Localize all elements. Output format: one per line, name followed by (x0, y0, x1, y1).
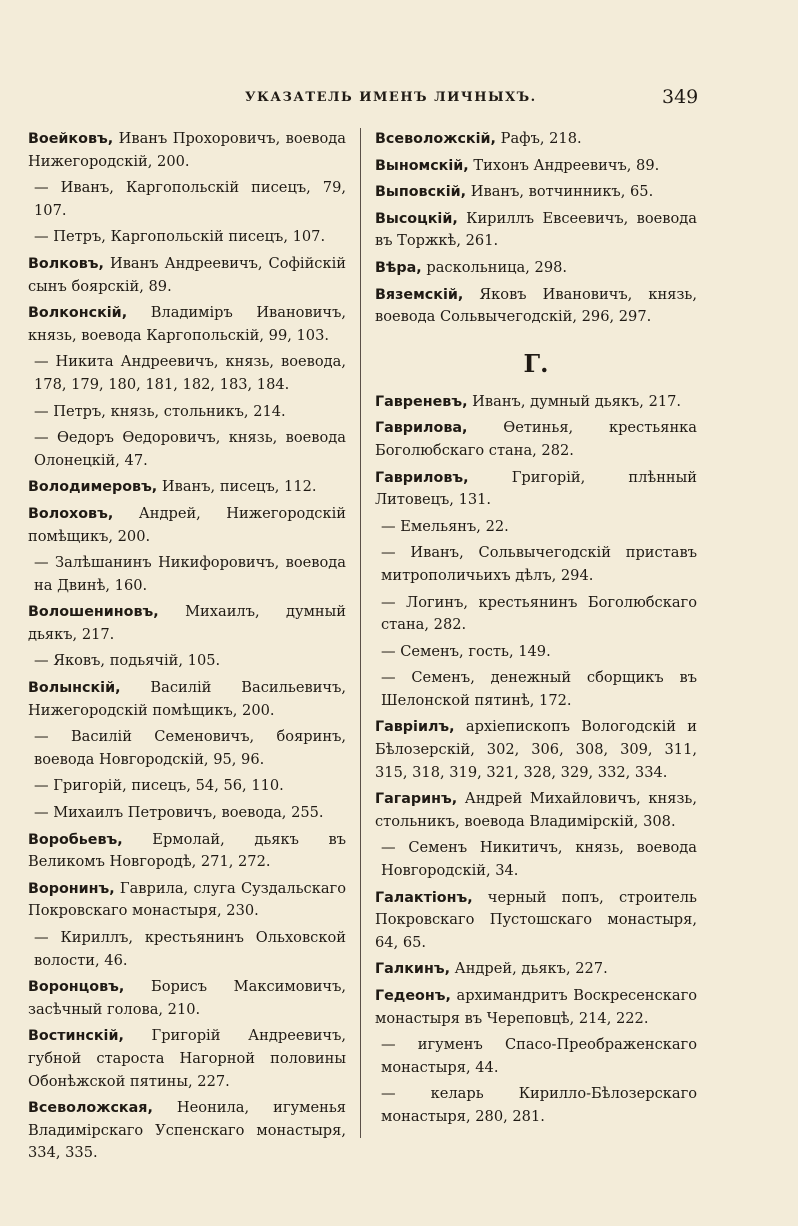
entry-text: — Иванъ, Каргопольскій писецъ, 79, 107. (34, 179, 346, 219)
index-entry (28, 878, 346, 923)
index-entry (381, 837, 697, 882)
entry-surname: Вяземскій, (375, 286, 464, 303)
entry-text: Иванъ, писецъ, 112. (157, 478, 317, 496)
entry-text: Неонила, игуменья Владимірскаго Успенскаго монастыря, 334, 335. (28, 1099, 346, 1162)
entry-surname: Высоцкій, (375, 210, 458, 227)
entry-text: Рафъ, 218. (496, 130, 582, 147)
index-entry (375, 958, 697, 981)
entry-text: Андрей, Нижегородскій помѣщикъ, 200. (28, 504, 346, 545)
entry-surname: Воронцовъ, (28, 979, 125, 996)
entry-text: Гаврила, слуга Суздальскаго Покровскаго монастыря, 230. (28, 879, 346, 920)
index-entry (375, 284, 697, 329)
entry-text: Владиміръ Ивановичъ, князь, воевода Каргопольскій, 99, 103. (28, 304, 346, 344)
entry-surname: Гагаринъ, (375, 791, 458, 808)
entry-text: Тихонъ Андреевичъ, 89. (468, 156, 660, 174)
index-entry (381, 667, 697, 712)
entry-text: — Григорій, писецъ, 54, 56, 110. (34, 777, 284, 795)
entry-text: — Василій Семеновичъ, бояринъ, воевода Новгородскій, 95, 96. (34, 728, 346, 768)
entry-text: архіепископъ Вологодскій и Бѣлозерскій, 302, 306, 308, 309, 311, 315, 318, 319, 321, 328, 329, 332, 334. (375, 718, 697, 781)
index-entry (375, 391, 697, 414)
entry-text: Борисъ Максимовичъ, засѣчный голова, 210. (28, 978, 346, 1018)
entry-text: — Семенъ, гость, 149. (381, 642, 551, 660)
index-entry (34, 226, 346, 249)
entry-surname: Волконскій, (28, 305, 128, 322)
entry-surname: Всеволожскій, (375, 131, 496, 147)
entry-surname: Выповскій, (375, 184, 467, 201)
entry-surname: Галактіонъ, (375, 889, 473, 906)
index-entry (28, 829, 346, 874)
entry-surname: Всеволожская, (28, 1100, 153, 1117)
entry-text: Михаилъ, думный дьякъ, 217. (28, 603, 346, 643)
index-entry (381, 516, 697, 539)
entry-text: Иванъ Прохоровичъ, воевода Нижегородскій, 200. (28, 130, 346, 170)
entry-text: — Логинъ, крестьянинъ Боголюбскаго стана, 282. (381, 593, 697, 634)
entry-surname: Гаврилова, (375, 420, 468, 437)
entry-surname: Галкинъ, (375, 961, 451, 978)
entry-surname: Выномскій, (375, 157, 469, 174)
entry-surname: Волковъ, (28, 255, 104, 272)
index-entry (28, 476, 346, 499)
index-entry (28, 677, 346, 722)
entry-text: Яковъ Ивановичъ, князь, воевода Сольвычегодскій, 296, 297. (375, 285, 697, 326)
entry-text: — Иванъ, Сольвычегодскій приставъ митрополичьихъ дѣлъ, 294. (381, 544, 697, 584)
entry-text: Василій Васильевичъ, Нижегородскій помѣщикъ, 200. (28, 679, 346, 719)
entry-text: Иванъ, вотчинникъ, 65. (466, 183, 654, 201)
entry-surname: Вѣра, (375, 259, 422, 276)
index-entry (375, 788, 697, 833)
index-entry (375, 985, 697, 1030)
index-entry (34, 552, 346, 597)
index-entry (381, 1034, 697, 1079)
index-entry (34, 775, 346, 798)
entry-text: — Михаилъ Петровичъ, воевода, 255. (34, 804, 324, 822)
entry-surname: Воронинъ, (28, 880, 115, 897)
index-entry (28, 976, 346, 1021)
index-entry (34, 177, 346, 222)
index-entry (34, 427, 346, 472)
entry-text: Андрей, дьякъ, 227. (450, 960, 608, 978)
entry-surname: Гавреневъ, (375, 393, 468, 410)
entry-text: архимандритъ Воскресенскаго монастыря въ Череповцѣ, 214, 222. (375, 987, 697, 1027)
entry-text: раскольница, 298. (421, 258, 568, 276)
index-entry (375, 128, 697, 151)
index-entry (381, 592, 697, 637)
entry-text: — Емельянъ, 22. (381, 517, 509, 535)
entry-text: — Никита Андреевичъ, князь, воевода, 178, 179, 180, 181, 182, 183, 184. (34, 353, 346, 393)
entry-text: Ѳетинья, крестьянка Боголюбскаго стана, 282. (375, 419, 697, 459)
index-entry (28, 503, 346, 548)
entry-text: — Семенъ, денежный сборщикъ въ Шелонской пятинѣ, 172. (381, 669, 697, 709)
entry-surname: Гавріилъ, (375, 719, 455, 736)
entry-text: — Кириллъ, крестьянинъ Ольховской волости, 46. (34, 929, 346, 969)
index-entry (375, 417, 697, 462)
right-column-top (375, 128, 697, 329)
entry-surname: Воейковъ, (28, 131, 114, 147)
index-entry (375, 467, 697, 512)
index-entry (375, 208, 697, 253)
entry-text: Иванъ Андреевичъ, Софійскій сынъ боярскій, 89. (28, 254, 346, 295)
index-entry (28, 253, 346, 298)
entry-text: — Залѣшанинъ Никифоровичъ, воевода на Двинѣ, 160. (34, 554, 346, 594)
right-column (375, 128, 697, 1133)
section-letter: Г. (523, 348, 549, 378)
index-entry (34, 401, 346, 424)
index-entry (375, 155, 697, 178)
index-entry (375, 181, 697, 204)
index-entry (34, 802, 346, 825)
entry-text: — Яковъ, подьячій, 105. (34, 652, 221, 670)
entry-text: Кириллъ Евсеевичъ, воевода въ Торжкѣ, 261. (375, 209, 697, 250)
index-entry (28, 302, 346, 347)
entry-text: Андрей Михайловичъ, князь, стольникъ, воевода Владимірскій, 308. (375, 790, 697, 830)
index-entry (34, 726, 346, 771)
column-divider (360, 128, 361, 1138)
index-entry (28, 1025, 346, 1093)
entry-surname: Володимеровъ, (28, 479, 158, 496)
entry-surname: Гедеонъ, (375, 988, 451, 1004)
entry-surname: Воробьевъ, (28, 831, 123, 848)
entry-surname: Волоховъ, (28, 505, 114, 522)
entry-surname: Востинскій, (28, 1028, 124, 1045)
entry-text: Григорій Андреевичъ, губной староста Нагорной половины Обонѣжской пятины, 227. (28, 1027, 346, 1090)
index-entry (375, 887, 697, 955)
index-entry (381, 1083, 697, 1128)
entry-text: Ермолай, дьякъ въ Великомъ Новгородѣ, 271, 272. (28, 830, 346, 871)
index-entry (34, 650, 346, 673)
page-header (0, 86, 798, 116)
entry-text: — игуменъ Спасо-Преображенскаго монастыря, 44. (381, 1036, 697, 1076)
entry-text: — Ѳедоръ Ѳедоровичъ, князь, воевода Олонецкій, 47. (34, 429, 346, 469)
left-column (28, 128, 346, 1169)
entry-surname: Гавриловъ, (375, 469, 469, 486)
running-title: УКАЗАТЕЛЬ ИМЕНЪ ЛИЧНЫХЪ. (245, 90, 537, 105)
entry-surname: Волынскій, (28, 680, 121, 697)
index-entry (28, 1097, 346, 1165)
right-column-bottom (375, 391, 697, 1129)
entry-text: Григорій, плѣнный Литовецъ, 131. (375, 468, 697, 509)
page-number: 349 (662, 86, 699, 108)
index-entry (381, 542, 697, 587)
entry-surname: Волошениновъ, (28, 604, 159, 621)
index-entry (34, 351, 346, 396)
index-entry (381, 641, 697, 664)
entry-text: — Семенъ Никитичъ, князь, воевода Новгородскій, 34. (381, 839, 697, 880)
entry-text: — Петръ, Каргопольскій писецъ, 107. (34, 228, 326, 246)
index-entry (28, 128, 346, 173)
index-entry (375, 716, 697, 784)
entry-text: Иванъ, думный дьякъ, 217. (467, 392, 682, 410)
index-entry (375, 257, 697, 280)
entry-text: — Петръ, князь, стольникъ, 214. (34, 402, 286, 420)
index-entry (28, 601, 346, 646)
index-entry (34, 927, 346, 972)
entry-text: — келарь Кирилло-Бѣлозерскаго монастыря, 280, 281. (381, 1085, 697, 1125)
entry-text: черный попъ, строитель Покровскаго Пустошскаго монастыря, 64, 65. (375, 888, 697, 951)
